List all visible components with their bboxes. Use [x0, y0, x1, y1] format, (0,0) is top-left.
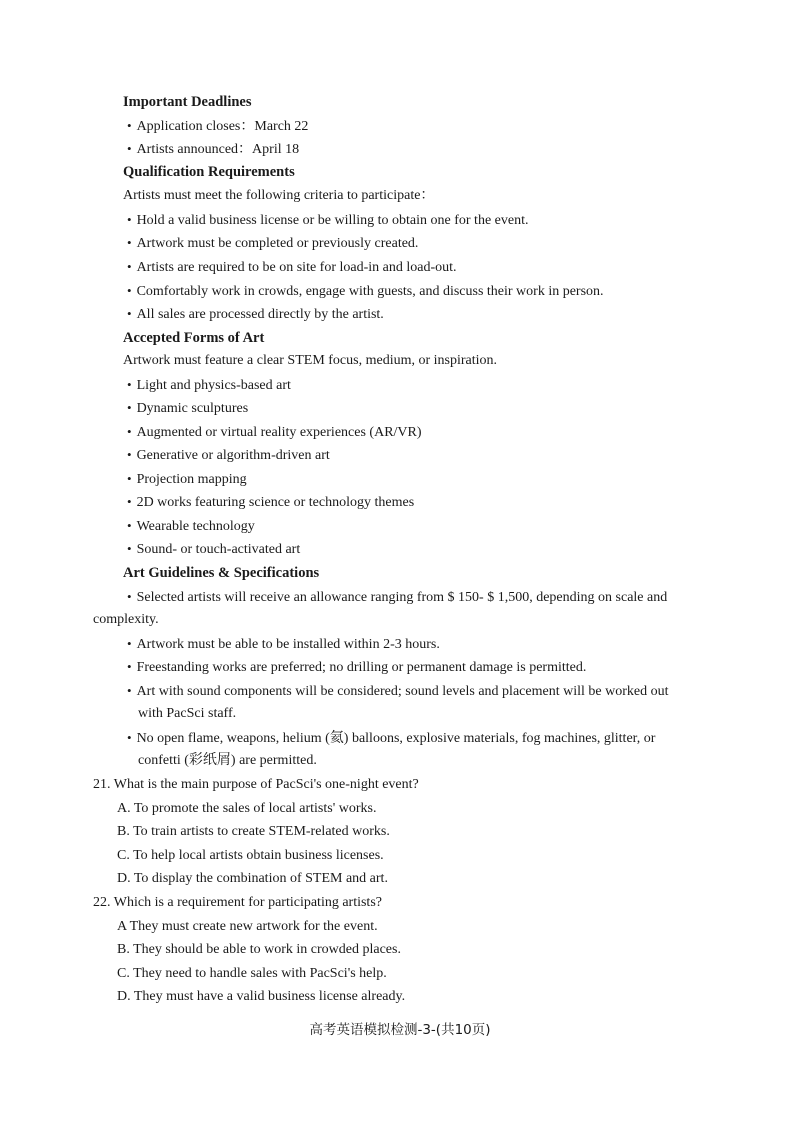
- guideline-item-continuation: with PacSci staff.: [138, 706, 237, 721]
- guideline-item: • Freestanding works are preferred; no drilling or permanent damage is permitted.: [127, 657, 586, 678]
- q21-option-d: D. To display the combination of STEM and art.: [117, 871, 388, 886]
- accepted-item: • Light and physics-based art: [127, 375, 291, 396]
- deadline-item: • Application closes：March 22: [127, 116, 308, 137]
- guideline-item: • Artwork must be able to be installed within 2-3 hours.: [127, 634, 440, 655]
- qualification-item: • Artwork must be completed or previously created.: [127, 233, 418, 254]
- qualification-intro: Artists must meet the following criteria to participate：: [123, 188, 435, 203]
- page-footer: 高考英语模拟检测-3-(共10页): [309, 1022, 491, 1038]
- accepted-item: • Sound- or touch-activated art: [127, 539, 300, 560]
- q21-option-a: A. To promote the sales of local artists' works.: [117, 801, 377, 816]
- q21-option-c: C. To help local artists obtain business licenses.: [117, 848, 384, 863]
- question-22: 22. Which is a requirement for participating artists?: [93, 895, 382, 910]
- guideline-item: • No open flame, weapons, helium (氦) balloons, explosive materials, fog machines, glitter, or: [127, 728, 655, 749]
- deadlines-heading: Important Deadlines: [123, 94, 252, 110]
- q22-option-d: D. They must have a valid business license already.: [117, 989, 406, 1004]
- question-21: 21. What is the main purpose of PacSci's one-night event?: [93, 777, 419, 792]
- guideline-item-continuation: complexity.: [93, 612, 159, 627]
- accepted-item: • Wearable technology: [127, 516, 255, 537]
- q21-option-b: B. To train artists to create STEM-related works.: [117, 824, 390, 839]
- guideline-item: • Art with sound components will be considered; sound levels and placement will be worked out: [127, 681, 668, 702]
- guidelines-heading: Art Guidelines & Specifications: [123, 565, 320, 581]
- guideline-item-continuation: confetti (彩纸屑) are permitted.: [138, 753, 317, 768]
- accepted-item: • Generative or algorithm-driven art: [127, 445, 330, 466]
- qualification-heading: Qualification Requirements: [123, 164, 295, 180]
- qualification-item: • All sales are processed directly by the artist.: [127, 304, 384, 325]
- accepted-item: • Dynamic sculptures: [127, 398, 248, 419]
- qualification-item: • Artists are required to be on site for load-in and load-out.: [127, 257, 457, 278]
- accepted-item: • Projection mapping: [127, 469, 247, 490]
- accepted-item: • Augmented or virtual reality experiences (AR/VR): [127, 422, 422, 443]
- qualification-item: • Hold a valid business license or be willing to obtain one for the event.: [127, 210, 528, 231]
- accepted-intro: Artwork must feature a clear STEM focus, medium, or inspiration.: [123, 353, 498, 368]
- q22-option-c: C. They need to handle sales with PacSci's help.: [117, 966, 387, 981]
- accepted-item: • 2D works featuring science or technology themes: [127, 492, 414, 513]
- q22-option-b: B. They should be able to work in crowded places.: [117, 942, 401, 957]
- q22-option-a: A They must create new artwork for the event.: [117, 919, 378, 934]
- deadline-item: • Artists announced：April 18: [127, 139, 299, 160]
- guideline-item: • Selected artists will receive an allowance ranging from $ 150- $ 1,500, depending on scale and: [127, 587, 667, 608]
- qualification-item: • Comfortably work in crowds, engage with guests, and discuss their work in person.: [127, 281, 604, 302]
- accepted-heading: Accepted Forms of Art: [123, 330, 265, 346]
